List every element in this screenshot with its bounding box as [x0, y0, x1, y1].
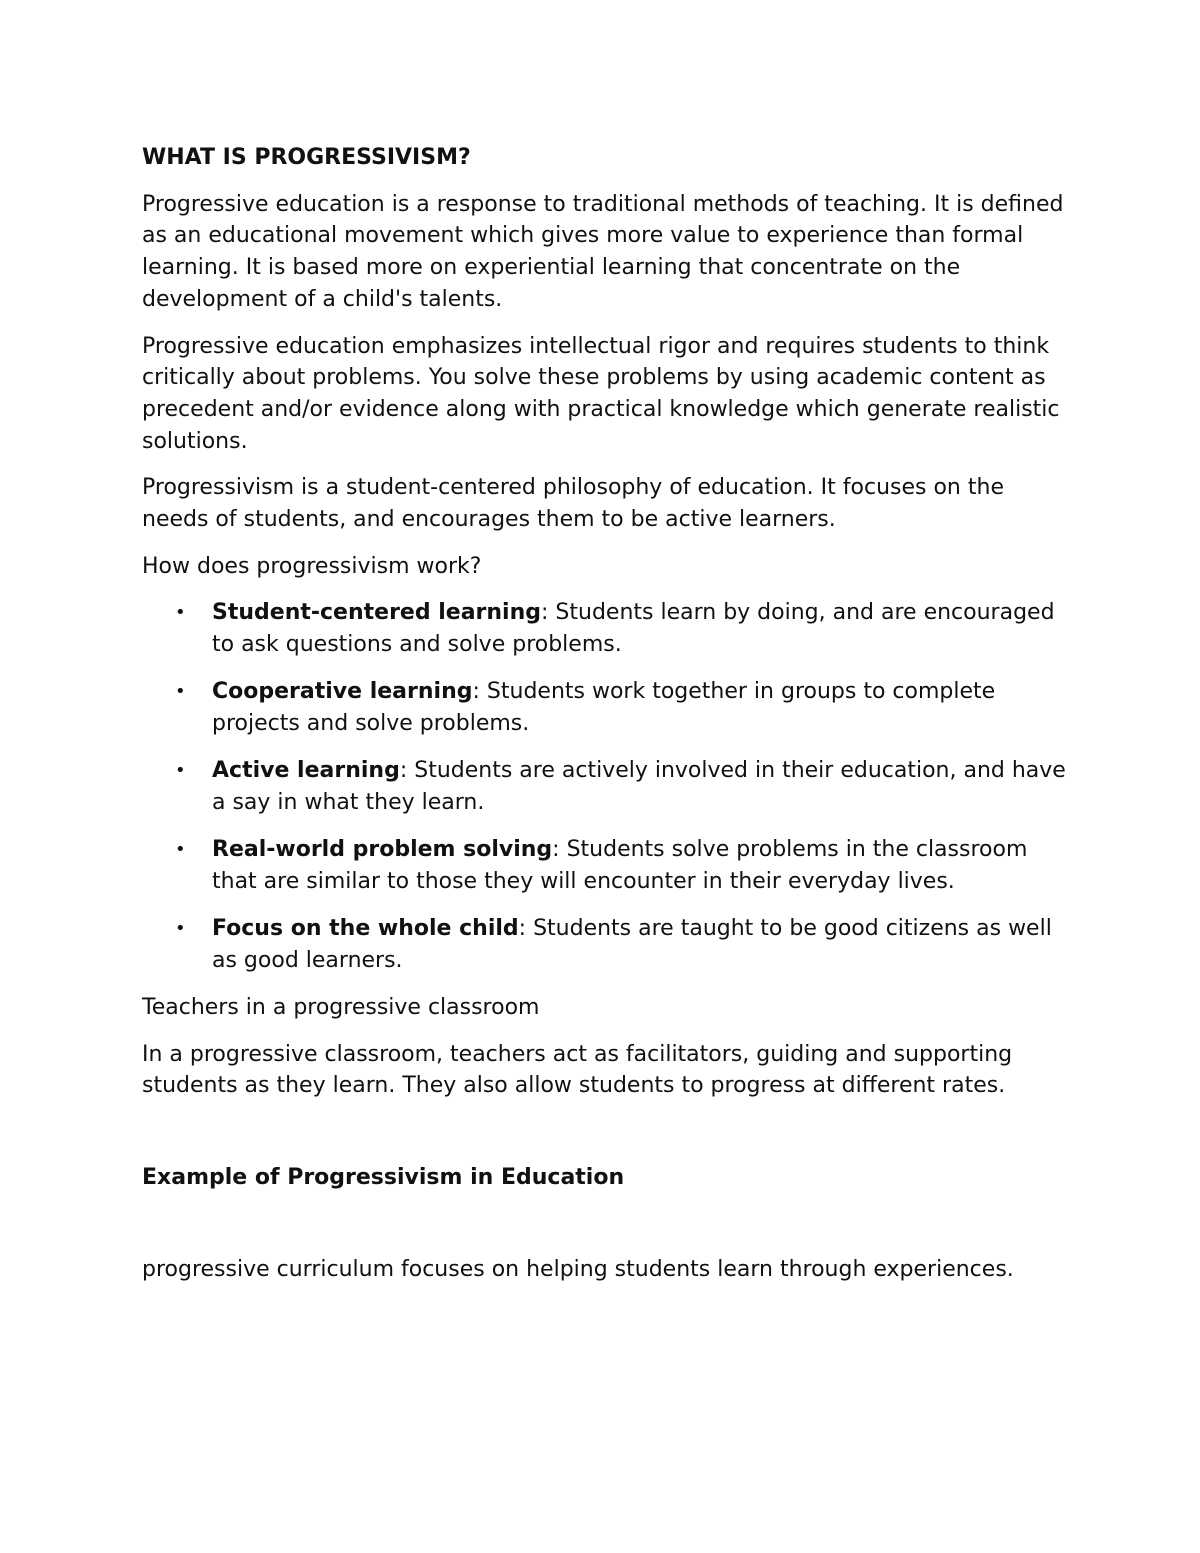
- bullet-text: : Students work together in groups to complete projects and solve problems.: [212, 679, 996, 737]
- list-item: [142, 834, 1072, 897]
- paragraph-student-centered: Progressivism is a student-centered philosophy of education. It focuses on the needs of students, and encourages them to be active learners.: [142, 475, 1004, 533]
- bullet-icon: •: [175, 760, 186, 782]
- bullet-text: : Students solve problems in the classroom that are similar to those they will encounter in their everyday lives.: [212, 837, 1028, 895]
- bullet-icon: •: [175, 681, 186, 703]
- paragraph-example: progressive curriculum focuses on helping students learn through experiences.: [142, 1256, 1014, 1282]
- main-heading: WHAT IS PROGRESSIVISM?: [142, 145, 471, 170]
- bullet-text: : Students are actively involved in their education, and have a say in what they learn.: [212, 758, 1066, 816]
- bullet-text: : Students learn by doing, and are encouraged to ask questions and solve problems.: [212, 600, 1055, 658]
- paragraph-teachers: In a progressive classroom, teachers act as facilitators, guiding and supporting students as they learn. They also allow students to progress at different rates.: [142, 1041, 1013, 1099]
- example-heading: Example of Progressivism in Education: [142, 1164, 625, 1190]
- list-item: [142, 755, 1072, 818]
- list-item: [142, 913, 1072, 976]
- teachers-subheading: Teachers in a progressive classroom: [142, 994, 540, 1020]
- bullet-term: Active learning: [212, 758, 400, 784]
- bullet-term: Real-world problem solving: [212, 837, 553, 863]
- bullet-icon: •: [175, 839, 186, 861]
- list-item: [142, 597, 1072, 660]
- document-page: [142, 142, 1072, 1285]
- bullet-text: : Students are taught to be good citizens as well as good learners.: [212, 916, 1052, 974]
- paragraph-rigor: Progressive education emphasizes intellectual rigor and requires students to think critically about problems. You solve these problems by using academic content as precedent and/or evidence along with practical knowledge which generate realistic solutions.: [142, 333, 1060, 454]
- bullet-term: Focus on the whole child: [212, 916, 519, 942]
- bullet-icon: •: [175, 918, 186, 940]
- bullet-icon: •: [175, 602, 186, 624]
- bullet-list: [142, 597, 1072, 976]
- bullet-term: Cooperative learning: [212, 679, 473, 705]
- paragraph-definition: Progressive education is a response to traditional methods of teaching. It is defined as an educational movement which gives more value to experience than formal learning. It is based more on experiential learning that concentrate on the development of a child's talents.: [142, 191, 1064, 312]
- bullet-term: Student-centered learning: [212, 600, 542, 626]
- paragraph-how-it-works: How does progressivism work?: [142, 553, 482, 579]
- list-item: [142, 676, 1072, 739]
